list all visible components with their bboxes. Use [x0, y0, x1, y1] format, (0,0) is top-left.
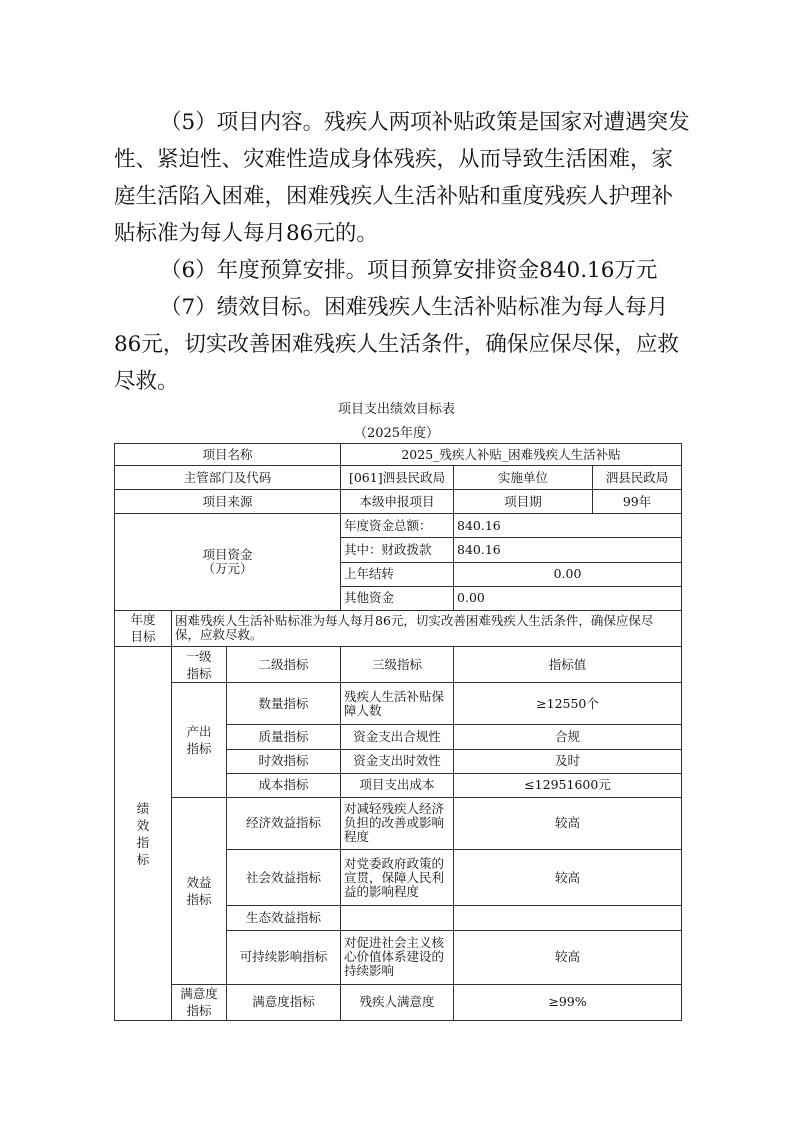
- value-cell: 合规: [454, 725, 682, 749]
- level2-cell: 时效指标: [227, 749, 341, 773]
- carryover-label: 上年结转: [341, 562, 454, 586]
- table-row: [115, 490, 682, 514]
- paragraph-project-content: （5）项目内容。残疾人两项补贴政策是国家对遭遇突发性、紧迫性、灾难性造成身体残疾，从而导致生活困难，家庭生活陷入困难，困难残疾人生活补贴和重度残疾人护理补贴标准为每人每月86元的。: [114, 110, 690, 246]
- value-cell: 及时: [454, 749, 682, 773]
- fiscal-value: 840.16: [454, 538, 682, 562]
- funds-label: 项目资金: [202, 547, 253, 563]
- value-cell: ≤12951600元: [454, 773, 682, 797]
- level3-cell: 对促进社会主义核心价值体系建设的持续影响: [341, 930, 454, 984]
- project-name-value: 2025_残疾人补贴_困难残疾人生活补贴: [341, 444, 682, 466]
- level2-cell: 经济效益指标: [227, 797, 341, 849]
- level3-cell: 残疾人满意度: [341, 984, 454, 1020]
- paragraph-performance-goal: （7）绩效目标。困难残疾人生活补贴标准为每人每月86元，切实改善困难残疾人生活条件，确保应保尽保，应救尽救。: [114, 295, 679, 394]
- value-cell: ≥99%: [454, 984, 682, 1020]
- carryover-value: 0.00: [454, 562, 682, 586]
- level2-cell: 成本指标: [227, 773, 341, 797]
- other-value: 0.00: [454, 586, 682, 610]
- dept-value: [061]泗县民政局: [341, 466, 454, 490]
- fiscal-label: 其中：财政拨款: [341, 538, 454, 562]
- table-row: [115, 466, 682, 490]
- level3-cell: 项目支出成本: [341, 773, 454, 797]
- impl-label: 实施单位: [454, 466, 593, 490]
- performance-target-table: [114, 443, 682, 1021]
- table-year: （2025年度）: [353, 426, 440, 441]
- annual-total-label: 年度资金总额：: [341, 514, 454, 538]
- funds-unit: （万元）: [202, 561, 253, 577]
- table-row: [115, 797, 682, 849]
- perf-label: 绩效指标: [115, 647, 172, 1021]
- table-row: [115, 683, 682, 725]
- table-row: [115, 444, 682, 466]
- funds-label-cell: [115, 514, 341, 611]
- level3-cell: 资金支出合规性: [341, 725, 454, 749]
- level3-cell: [341, 906, 454, 930]
- value-cell: 较高: [454, 850, 682, 906]
- value-cell: ≥12550个: [454, 683, 682, 725]
- impl-value: 泗县民政局: [593, 466, 682, 490]
- annual-total-value: 840.16: [454, 514, 682, 538]
- annual-goal-value: 困难残疾人生活补贴标准为每人每月86元，切实改善困难残疾人生活条件，确保应保尽保，应救尽救。: [172, 610, 682, 646]
- output-label: 产出指标: [172, 683, 227, 798]
- source-label: 项目来源: [115, 490, 341, 514]
- table-row: [115, 647, 682, 683]
- table-row: [115, 610, 682, 646]
- project-name-label: 项目名称: [115, 444, 341, 466]
- header-level3: 三级指标: [341, 647, 454, 683]
- annual-goal-label: 年度目标: [115, 610, 172, 646]
- table-row: [115, 984, 682, 1020]
- dept-label: 主管部门及代码: [115, 466, 341, 490]
- header-level1: 一级指标: [172, 647, 227, 683]
- table-title: 项目支出绩效目标表: [337, 402, 455, 417]
- period-label: 项目期: [454, 490, 593, 514]
- table-row: [115, 514, 682, 538]
- other-label: 其他资金: [341, 586, 454, 610]
- level3-cell: 对减轻残疾人经济负担的改善或影响程度: [341, 797, 454, 849]
- value-cell: 较高: [454, 930, 682, 984]
- level2-cell: 社会效益指标: [227, 850, 341, 906]
- level2-cell: 可持续影响指标: [227, 930, 341, 984]
- level2-cell: 质量指标: [227, 725, 341, 749]
- level3-cell: 资金支出时效性: [341, 749, 454, 773]
- value-cell: [454, 906, 682, 930]
- header-level2: 二级指标: [227, 647, 341, 683]
- level2-cell: 数量指标: [227, 683, 341, 725]
- effect-label: 效益指标: [172, 797, 227, 984]
- value-cell: 较高: [454, 797, 682, 849]
- header-value: 指标值: [454, 647, 682, 683]
- level3-cell: 残疾人生活补贴保障人数: [341, 683, 454, 725]
- paragraph-annual-budget: （6）年度预算安排。项目预算安排资金840.16万元: [160, 258, 658, 283]
- level2-cell: 满意度指标: [227, 984, 341, 1020]
- period-value: 99年: [593, 490, 682, 514]
- level2-cell: 生态效益指标: [227, 906, 341, 930]
- satisfaction-label: 满意度指标: [172, 984, 227, 1020]
- source-value: 本级申报项目: [341, 490, 454, 514]
- level3-cell: 对党委政府政策的宣贯，保障人民利益的影响程度: [341, 850, 454, 906]
